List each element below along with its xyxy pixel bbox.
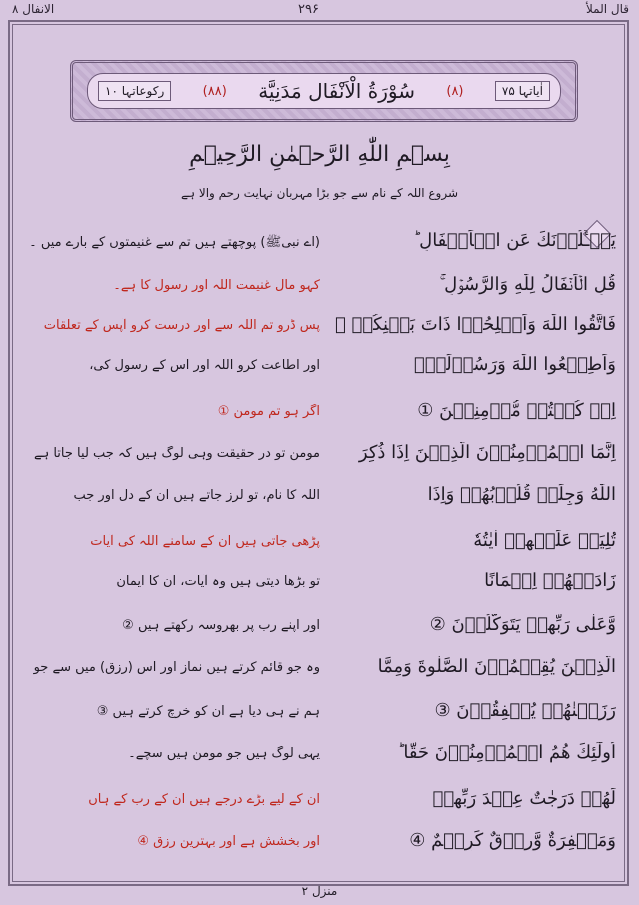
urdu-translation: اور اپنے رب پر بھروسہ رکھتے ہیں ② [122, 618, 320, 633]
banner-ayat: اٰیاتہا ۷۵ [495, 81, 550, 101]
urdu-translation: کہو مال غنیمت اللہ اور رسول کا ہے۔ [113, 278, 320, 293]
arabic-text: تُلِيَتۡ عَلَيۡهِمۡ اٰيٰتُهٗ [473, 530, 616, 551]
verse-row [28, 612, 616, 646]
arabic-text: اِنۡ كُنۡتُمۡ مُّؤۡمِنِيۡنَ ① [417, 400, 616, 421]
verse-row [28, 740, 616, 774]
verse-row [28, 654, 616, 688]
arabic-text: زَادَتۡهُمۡ اِيۡمَانًا [484, 570, 616, 591]
banner-surah-number: (۸) [446, 83, 464, 99]
urdu-translation: ان کے لیے بڑے درجے ہیں ان کے رب کے ہاں [88, 792, 320, 807]
header-surah-name: الانفال ۸ [12, 2, 55, 16]
manzil-footer: منزل ۲ [301, 884, 338, 898]
arabic-text: اِنَّمَا الۡمُؤۡمِنُوۡنَ الَّذِيۡنَ اِذَا ذُكِرَ [358, 442, 616, 463]
header-para-name: قال الملأ [585, 2, 629, 16]
surah-banner [70, 60, 578, 122]
urdu-translation: وہ جو قائم کرتے ہیں نماز اور اس (رزق) میں سے جو [33, 660, 320, 675]
arabic-text: اللّٰهُ وَجِلَتۡ قُلُوۡبُهُمۡ وَاِذَا [427, 484, 616, 505]
arabic-text: فَاتَّقُوا اللّٰهَ وَاَصۡلِحُوۡا ذَاتَ بَيۡنِكُمۡ ۖ [334, 314, 616, 335]
page-number: ۲۹۶ [298, 2, 319, 17]
arabic-text: لَهُمۡ دَرَجٰتٌ عِنۡدَ رَبِّهِمۡ [432, 788, 616, 809]
arabic-text: الَّذِيۡنَ يُقِيۡمُوۡنَ الصَّلٰوةَ وَمِمَّا [377, 656, 616, 677]
urdu-translation: یہی لوگ ہیں جو مومن ہیں سچے۔ [128, 746, 320, 761]
verse-row [28, 352, 616, 386]
verse-row [28, 698, 616, 732]
arabic-text: قُلِ الۡاَنۡفَالُ لِلّٰهِ وَالرَّسُوۡلِ ۚ [439, 274, 616, 295]
bismillah-translation: شروع اللہ کے نام سے جو بڑا مہربان نہایت رحم والا ہے [180, 186, 459, 200]
banner-revelation-number: (۸۸) [202, 83, 227, 99]
verse-row [28, 228, 616, 262]
arabic-text: وَّعَلٰى رَبِّهِمۡ يَتَوَكَّلُوۡنَ ② [429, 614, 616, 635]
urdu-translation: اور اطاعت کرو اللہ اور اس کے رسول کی، [89, 358, 320, 373]
verse-row [28, 312, 616, 346]
banner-rukus: رکوعاتہا ۱۰ [98, 81, 171, 101]
urdu-translation: اور بخشش ہے اور بہترین رزق ④ [137, 834, 320, 849]
verse-row [28, 528, 616, 562]
arabic-text: رَزَقۡنٰهُمۡ يُنۡفِقُوۡنَ ③ [434, 700, 616, 721]
verse-row [28, 786, 616, 820]
urdu-translation: تو بڑھا دیتی ہیں وہ آیات، ان کا ایمان [116, 574, 320, 589]
urdu-translation: مومن تو در حقیقت وہی لوگ ہیں کہ جب لیا جاتا ہے [33, 446, 320, 461]
verse-row [28, 440, 616, 474]
verse-row [28, 482, 616, 516]
verse-row [28, 272, 616, 306]
arabic-text: اُولٰٓئِكَ هُمُ الۡمُؤۡمِنُوۡنَ حَقًّا ؕ [397, 742, 616, 763]
arabic-text: وَمَغۡفِرَةٌ وَّرِزۡقٌ كَرِيۡمٌ ④ [409, 830, 616, 851]
arabic-text: يَسۡـَٔلُوۡنَكَ عَنِ الۡاَنۡفَالِ ؕ [413, 230, 616, 251]
urdu-translation: پس ڈرو تم اللہ سے اور درست کرو آپس کے تعلقات [43, 318, 320, 333]
urdu-translation: اگر ہو تم مومن ① [217, 404, 320, 419]
bismillah: بِسۡمِ اللّٰهِ الرَّحۡمٰنِ الرَّحِيۡمِ [189, 142, 450, 167]
urdu-translation: اللہ کا نام، تو لرز جاتے ہیں ان کے دل اور جب [73, 488, 320, 503]
verse-row [28, 568, 616, 602]
verse-row [28, 398, 616, 432]
arabic-text: وَاَطِيۡعُوا اللّٰهَ وَرَسُوۡلَهٗۤ [413, 354, 616, 375]
urdu-translation: (اے نبیﷺ) پوچھتے ہیں تم سے غنیمتوں کے بارے میں ۔ [29, 235, 320, 250]
urdu-translation: ہم نے ہی دیا ہے ان کو خرچ کرتے ہیں ③ [96, 704, 320, 719]
verse-row [28, 828, 616, 862]
urdu-translation: پڑھی جاتی ہیں ان کے سامنے اللہ کی آیات [90, 534, 320, 549]
banner-inner [87, 73, 561, 109]
banner-title: سُوْرَةُ الْاَنْفَال مَدَنِیَّة [258, 79, 415, 103]
